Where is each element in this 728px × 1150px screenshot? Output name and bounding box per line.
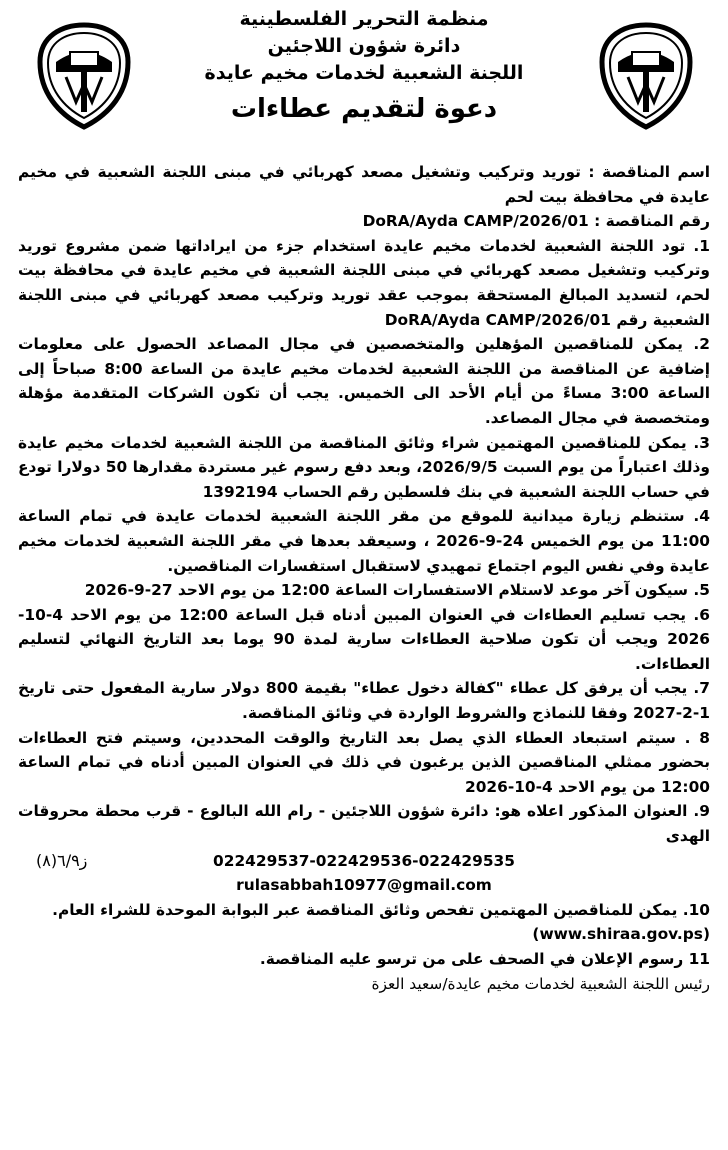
item-1-text: 1. تود اللجنة الشعبية لخدمات مخيم عايدة استخدام جزء من ايراداتها ضمن مشروع توريد وتركيب وتشغيل مصعد كهربائي في مبنى اللجنة الشعبية في مخيم عايدة في محافظة بيت لحم، لتسديد المبالغ المستحقة بموجب عقد توريد وتركيب مصعد كهربائي في مبنى اللجنة الشعبية رقم [18,236,710,329]
item-10-url: (www.shiraa.gov.ps) [532,925,710,944]
org-name: منظمة التحرير الفلسطينية [239,8,489,30]
item-5: 5. سيكون آخر موعد لاستلام الاستفسارات الساعة 12:00 من يوم الاحد 27-9-2026 [84,581,710,600]
item-7: 7. يجب أن يرفق كل عطاء "كفالة دخول عطاء" بقيمة 800 دولار سارية المفعول حتى تاريخ 1-2-2027 وفقا للنماذج والشروط الواردة في وثائق المناقصة. [18,679,710,723]
tender-number [18,209,710,234]
item-10: 10. يمكن للمناقصين المهتمين تفحص وثائق المناقصة عبر البوابة الموحدة للشراء العام. [52,900,710,919]
item-2: 2. يمكن للمناقصين المؤهلين والمتخصصين في مجال المصاعد الحصول على معلومات إضافية عن المناقصة من اللجنة الشعبية لخدمات مخيم عايدة من الساعة 8:00 صباحاً إلى الساعة 3:00 مساءً من أيام الأحد الى الخميس. يجب أن تكون الشركات المتقدمة مؤهلة ومتخصصة في مجال المصاعد. [18,335,710,427]
item-3: 3. يمكن للمناقصين المهتمين شراء وثائق المناقصة من اللجنة الشعبية لخدمات مخيم عايدة وذلك اعتباراً من يوم السبت 2026/9/5، وبعد دفع رسوم غير مستردة مقدارها 50 دولارا تودع في حساب اللجنة الشعبية في بنك فلسطين رقم الحساب 1392194 [18,433,710,501]
item-1 [18,234,710,332]
contact-block [18,849,710,898]
tender-number-code: DoRA/Ayda CAMP/2026/01 [362,212,589,231]
item-1-code: DoRA/Ayda CAMP/2026/01 [384,310,611,329]
header [150,6,578,127]
plo-emblem-right [598,22,694,130]
item-9: 9. العنوان المذكور اعلاه هو: دائرة شؤون اللاجئين - رام الله البالوع - قرب محطة محروقات الهدى [18,802,710,846]
page-title: دعوة لتقديم عطاءات [230,94,498,124]
announcement-body [18,160,710,996]
tender-name: اسم المناقصة : توريد وتركيب وتشغيل مصعد كهربائي في مبنى اللجنة الشعبية في مخيم عايدة في محافظة بيت لحم [18,163,710,206]
tender-number-label: رقم المناقصة : [594,212,710,231]
department-name: دائرة شؤون اللاجئين [267,35,461,57]
contact-email: rulasabbah10977@gmail.com [236,876,492,895]
plo-emblem-left [36,22,132,130]
item-4: 4. ستنظم زيارة ميدانية للموقع من مقر اللجنة الشعبية لخدمات عايدة في تمام الساعة 11:00 من يوم الخميس 24-9-2026 ، وسيعقد بعدها في مقر اللجنة الشعبية لخدمات مخيم عايدة وفي نفس اليوم اجتماع تمهيدي لاستقبال استفسارات المناقصين. [18,507,710,575]
item-11: 11 رسوم الإعلان في الصحف على من ترسو عليه المناقصة. [259,950,710,968]
item-8: 8 . سيتم استبعاد العطاء الذي يصل بعد التاريخ والوقت المحددين، وسيتم فتح العطاءات بحضور ممثلي المناقصين الذين يرغبون في ذلك في العنوان المبين أدناه في تمام الساعة 12:00 من يوم الاحد 4-10-2026 [18,728,710,796]
item-6: 6. يجب تسليم العطاءات في العنوان المبين أدناه قبل الساعة 12:00 من يوم الاحد 4-10-2026 ويجب أن تكون صلاحية العطاءات سارية لمدة 90 يوما بعد التاريخ النهائي لتسليم العطاءات. [18,605,710,673]
committee-name: اللجنة الشعبية لخدمات مخيم عايدة [204,62,524,84]
contact-phones: 022429537-022429536-022429535 [213,851,515,870]
signature: رئيس اللجنة الشعبية لخدمات مخيم عايدة/سعيد العزة [371,974,710,993]
reference-code: ز٦/٩(٨) [36,850,88,870]
